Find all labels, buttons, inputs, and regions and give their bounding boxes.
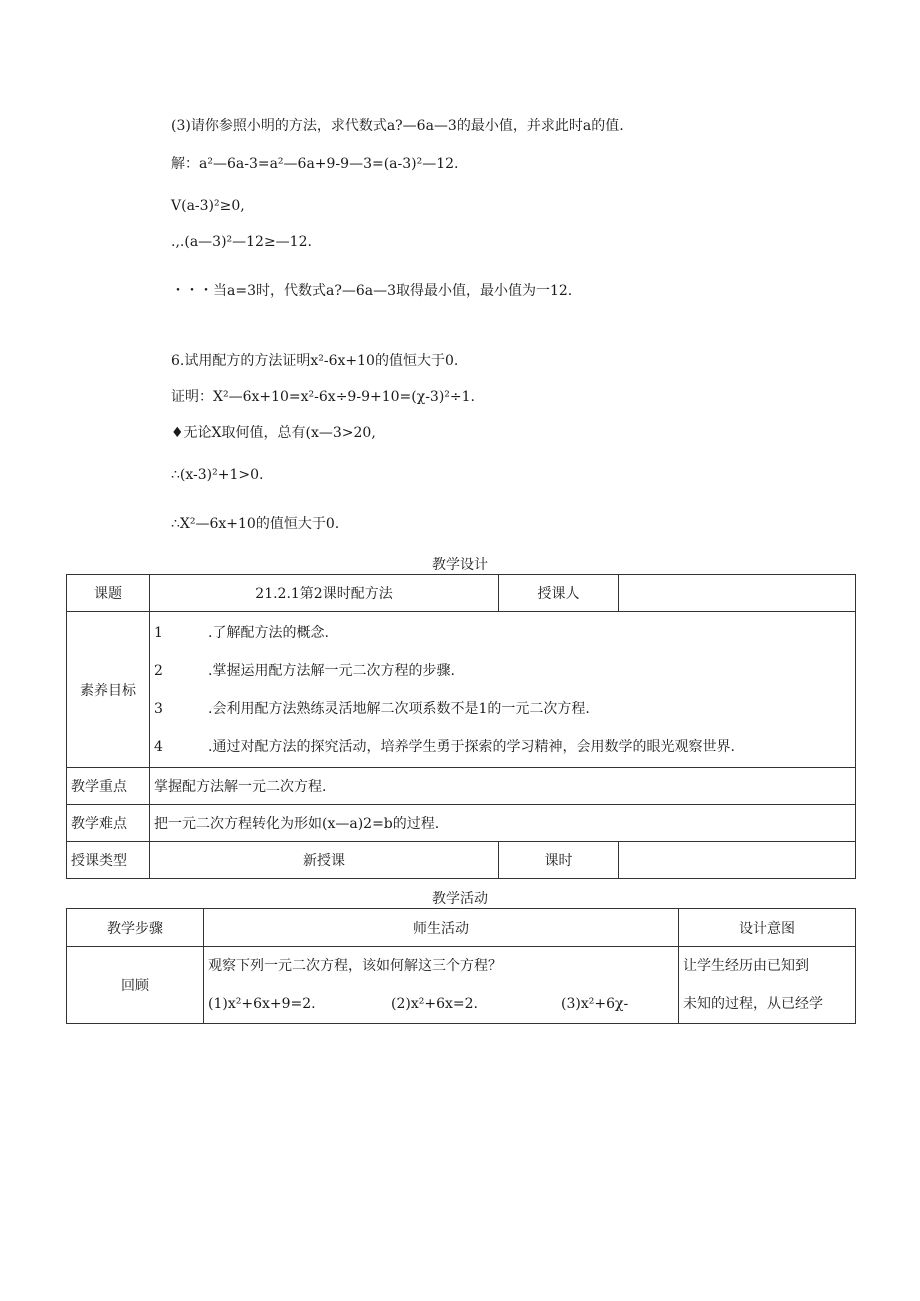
goal-number: 3 bbox=[154, 700, 163, 717]
goal-text: .了解配方法的概念. bbox=[208, 624, 329, 641]
goal-item bbox=[154, 728, 851, 766]
goals-label: 素养目标 bbox=[67, 612, 150, 768]
step-review: 回顾 bbox=[67, 947, 204, 1024]
goal-number: 2 bbox=[154, 662, 163, 679]
class-hours-value bbox=[619, 842, 856, 879]
intent-cell bbox=[679, 947, 856, 1024]
proof-line-1: 证明：X²—6x+10=x²-6x÷9-9+10=(χ-3)²÷1. bbox=[171, 389, 475, 405]
solution-line-4: .,.(a—3)²—12≥—12. bbox=[171, 234, 312, 250]
goal-text: .掌握运用配方法解一元二次方程的步骤. bbox=[208, 662, 455, 679]
intent-line-2: 未知的过程，从已经学 bbox=[683, 996, 823, 1012]
activity-table bbox=[66, 908, 856, 1024]
key-point-value: 掌握配方法解一元二次方程. bbox=[150, 768, 856, 805]
proof-line-3: ∴(x-3)²+1>0. bbox=[171, 467, 264, 483]
topic-value: 21.2.1第2课时配方法 bbox=[150, 575, 499, 612]
goal-number: 1 bbox=[154, 624, 163, 641]
activity-question: 观察下列一元二次方程，该如何解这三个方程？ bbox=[208, 958, 502, 974]
equation-3: (3)x²+6χ- bbox=[561, 996, 629, 1012]
difficulty-label: 教学难点 bbox=[67, 805, 150, 842]
lesson-type-label: 授课类型 bbox=[67, 842, 150, 879]
goal-item bbox=[154, 652, 851, 690]
teacher-label: 授课人 bbox=[499, 575, 619, 612]
proof-line-2: ♦无论X取何值，总有(x—3>20, bbox=[171, 425, 376, 441]
goal-item bbox=[154, 690, 851, 728]
solution-line-3: V(a-3)²≥0, bbox=[171, 198, 245, 214]
equation-2: (2)x²+6x=2. bbox=[391, 996, 478, 1012]
goal-text: .会利用配方法熟练灵活地解二次项系数不是1的一元二次方程. bbox=[208, 700, 590, 717]
activity-equations bbox=[208, 985, 674, 1023]
header-activity: 师生活动 bbox=[204, 909, 679, 947]
goal-item bbox=[154, 614, 851, 652]
teacher-value bbox=[619, 575, 856, 612]
solution-line-1: (3)请你参照小明的方法，求代数式a?—6a—3的最小值，并求此时a的值. bbox=[171, 118, 624, 134]
design-table bbox=[66, 574, 856, 879]
lesson-type-value: 新授课 bbox=[150, 842, 499, 879]
class-hours-label: 课时 bbox=[499, 842, 619, 879]
header-intent: 设计意图 bbox=[679, 909, 856, 947]
goal-number: 4 bbox=[154, 738, 163, 755]
activity-cell bbox=[204, 947, 679, 1024]
equation-1: (1)x²+6x+9=2. bbox=[208, 996, 316, 1012]
key-point-label: 教学重点 bbox=[67, 768, 150, 805]
solution-line-2: 解：a²—6a-3=a²—6a+9-9—3=(a-3)²—12. bbox=[171, 156, 459, 172]
design-table-caption: 教学设计 bbox=[432, 557, 488, 573]
problem-6-statement: 6.试用配方的方法证明x²-6x+10的值恒大于0. bbox=[171, 353, 459, 369]
goal-text: .通过对配方法的探究活动，培养学生勇于探索的学习精神，会用数学的眼光观察世界. bbox=[208, 738, 735, 755]
header-step: 教学步骤 bbox=[67, 909, 204, 947]
activity-table-caption: 教学活动 bbox=[432, 891, 488, 907]
proof-conclusion: ∴X²—6x+10的值恒大于0. bbox=[171, 516, 340, 532]
difficulty-value: 把一元二次方程转化为形如(x—a)2=b的过程. bbox=[150, 805, 856, 842]
solution-line-5: ・・・当a=3时，代数式a?—6a—3取得最小值，最小值为一12. bbox=[171, 283, 573, 299]
topic-label: 课题 bbox=[67, 575, 150, 612]
intent-line-1: 让学生经历由已知到 bbox=[683, 958, 809, 974]
goals-list bbox=[150, 612, 856, 768]
